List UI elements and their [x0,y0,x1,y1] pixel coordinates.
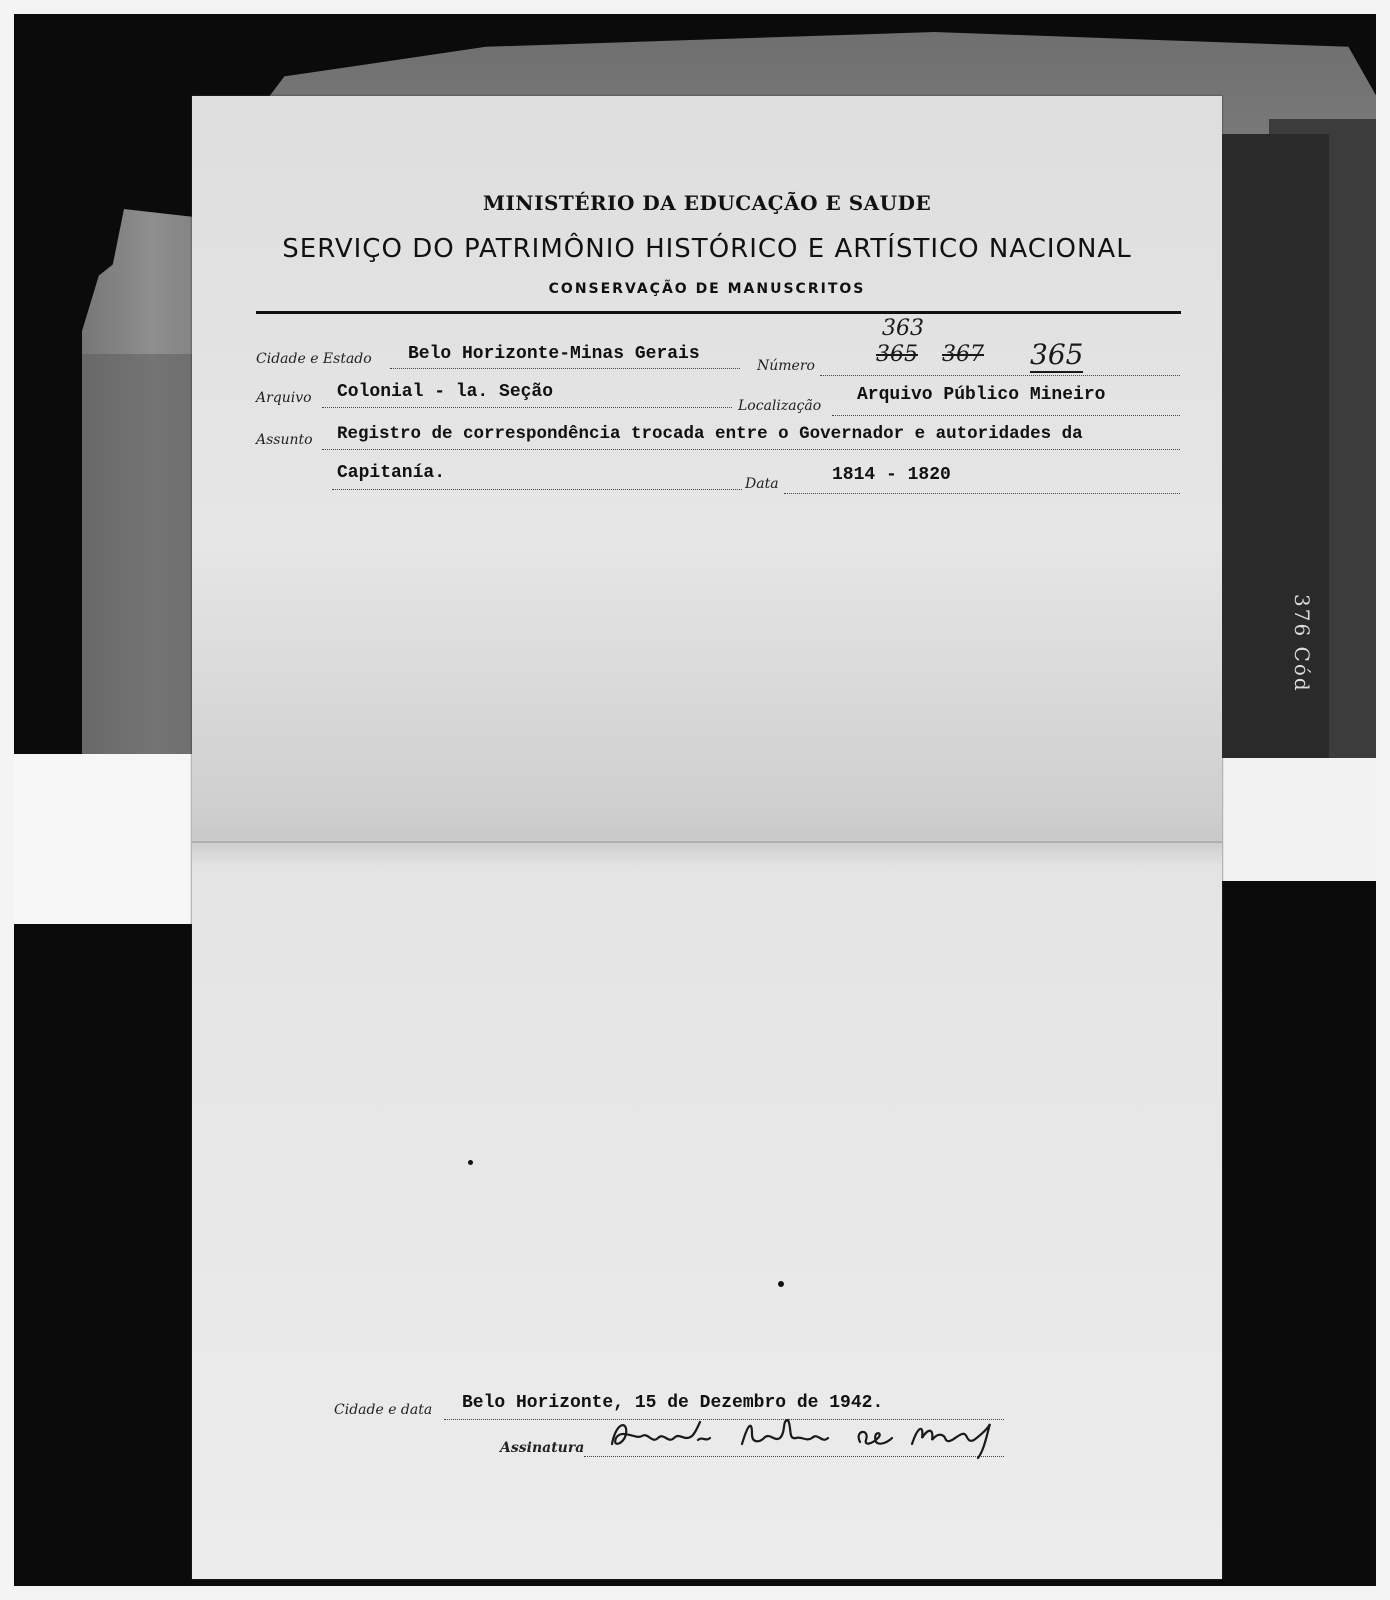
ministry-heading: MINISTÉRIO DA EDUCAÇÃO E SAUDE [482,191,932,215]
assunto-label: Assunto [256,432,313,448]
arquivo-label: Arquivo [256,390,312,406]
assunto-dotted-line-2 [332,489,742,490]
numero-struck-1: 365 [876,342,918,367]
scan-frame [14,14,1376,1586]
arquivo-value: Colonial - la. Seção [337,382,554,402]
document-sheet [192,96,1222,1579]
cidade-data-value: Belo Horizonte, 15 de Dezembro de 1942. [462,1393,884,1413]
numero-dotted-line [820,375,1180,376]
light-band-left [14,754,214,924]
ink-speck [778,1281,784,1287]
cidade-data-label: Cidade e data [334,1402,433,1418]
arquivo-dotted-line [322,407,732,408]
localizacao-label: Localização [738,398,822,414]
shadow-left [82,354,202,764]
assinatura-label: Assinatura [500,1440,585,1456]
cidade-dotted-line [390,368,740,369]
header-rule [256,311,1181,314]
department-heading: CONSERVAÇÃO DE MANUSCRITOS [548,281,866,297]
data-dotted-line [784,493,1180,494]
light-band-right [1209,758,1376,881]
localizacao-dotted-line [832,415,1180,416]
numero-current: 365 [1030,338,1084,371]
cidade-value: Belo Horizonte-Minas Gerais [408,344,700,364]
numero-struck-2: 367 [942,342,984,367]
service-heading: SERVIÇO DO PATRIMÔNIO HISTÓRICO E ARTÍSTICO NACIONAL [282,234,1132,264]
assunto-line-1: Registro de correspondência trocada entre o Governador e autoridades da [337,424,1083,444]
margin-note: 376 Cód [1290,594,1314,693]
fold-line [192,841,1222,843]
localizacao-value: Arquivo Público Mineiro [857,385,1106,405]
data-value: 1814 - 1820 [832,465,951,485]
assunto-dotted-line-1 [322,449,1180,450]
numero-top: 363 [882,316,924,341]
numero-label: Número [757,358,815,374]
assunto-line-2: Capitanía. [337,463,446,483]
handwritten-signature [602,1414,1012,1464]
cidade-label: Cidade e Estado [256,351,372,367]
ink-speck [468,1160,473,1165]
data-label: Data [745,476,779,492]
